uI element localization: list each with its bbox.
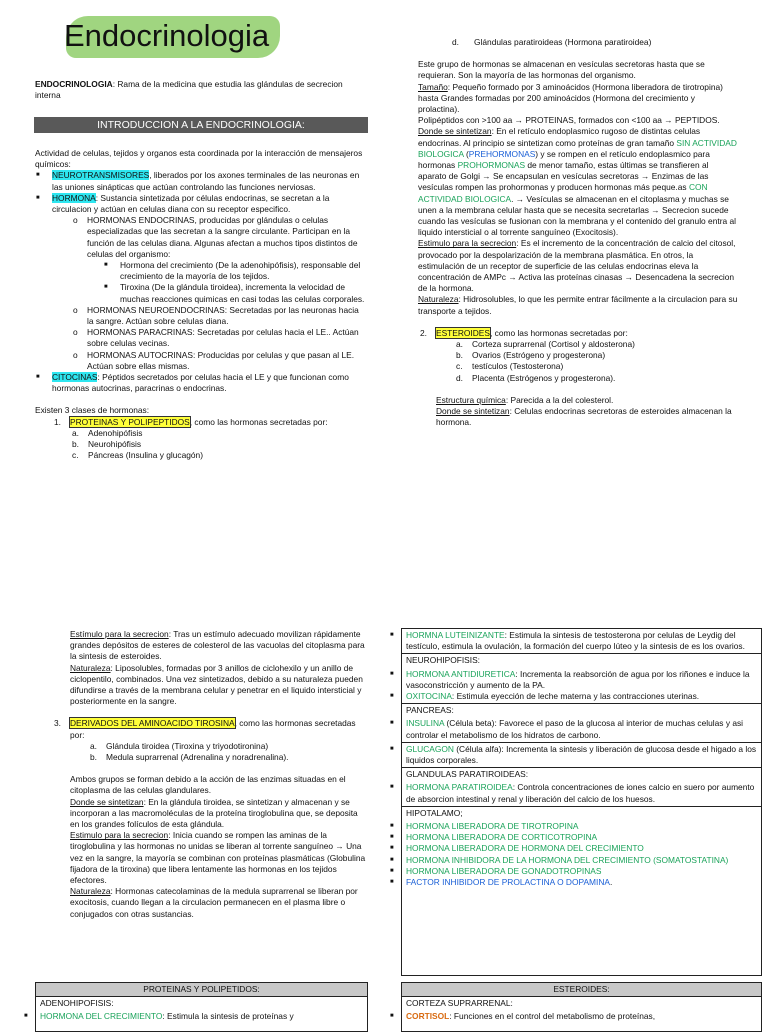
polipeptidos-text: Polipéptidos con >100 aa → PROTEINAS, formados con <100 aa → PEPTIDOS.: [418, 115, 720, 126]
table-row-pancreas: ■ INSULINA (Célula beta): Favorece el paso de la glucosa al interior de muchas celulas y asi controlar el metabolismo de los hidratos de carbono.: [402, 717, 761, 741]
right-top-column: [418, 37, 738, 429]
intro-section: [35, 148, 367, 461]
list-item-tirosina: 3. DERIVADOS DEL AMINOACIDO TIROSINA, como las hormonas secretadas por:: [54, 718, 356, 740]
table-hormonas-continuacion: [401, 628, 762, 976]
esteroides-block: [418, 328, 738, 384]
list-item-esteroides: 2. ESTEROIDES, como las hormonas secretadas por:: [420, 327, 628, 338]
table-row-hipotalamo: [402, 820, 761, 889]
list-item-hormona: ■ HORMONA: Sustancia sintetizada por células endocrinas, se secretan a la circulacion y actúan en celulas diana con su receptor especifico.: [52, 193, 367, 215]
list-item-proteinas: 1. PROTEINAS Y POLIPEPTIDOS, como las hormonas secretadas por:: [54, 416, 328, 427]
bottom-left-column: [54, 629, 367, 920]
table-row-pth: ■ HORMONA PARATIROIDEA: Controla concentraciones de iones calcio en suero por aumento de absorcion intestinal y renal y liberación del calcio de los huesos.: [402, 781, 761, 805]
donde-sintetizan-text: Donde se sintetizan: En el retículo endoplasmico rugoso de distintas celulas endocrinas. Al principio se sintetizan como proteínas de gran tamaño SIN ACTIVIDAD BIOLOGICA (PREHORMONAS) y se rompen en el retículo endoplasmico para hormonas PROHORMONAS de menor tamaño, estas últimas se transfieren al aparato de Golgi → Se encapsulan en vesículas secretoras → Enzimas de las vesículas rompen las prohormonas y producen hormonas más peque.as CON ACTIVIDAD BIOLOGICA. → Vesículas se almacenan en el citoplasma y muchas se unen a la membrana celular hasta que se necesita secretarlas → Secrecion sucede cuando las vesículas se fusionan con la membrana y el contenido del granulo entra al liquido intersticial o al torrente sanguíneo (Exocitosis).: [418, 126, 737, 238]
list-item-autocrinas: o HORMONAS AUTOCRINAS: Producidas por celulas y que pasan al LE. Actúan sobre ellas mismas.: [87, 350, 367, 372]
table-section-neurohipofisis: NEUROHIPOFISIS:: [402, 653, 761, 667]
list-item-neuroendocrinas: o HORMONAS NEUROENDOCRINAS: Secretadas por las neuronas hacia la sangre. Actúan sobre celulas diana.: [87, 305, 367, 327]
table-row-adh: ■ HORMONA ANTIDIURETICA: Incrementa la reabsorción de agua por los riñones e induce la vasoconstricción y aumento de la PA. ■ OXITOCINA: Estimula eyección de leche materna y las contracciones uterinas.: [402, 668, 761, 704]
intro-text: Actividad de celulas, tejidos y organos esta coordinada por la interacción de mensajeros químicos:: [35, 148, 363, 170]
tirosina-sublist: [70, 741, 367, 763]
naturaleza-tirosina-text: Naturaleza: Hormonas catecolaminas de la medula suprarrenal se liberan por exocitosis, cuando llegan a la circulacion permanecen en el plasma libre o conjugados con otras sustancias.: [70, 886, 358, 919]
table-esteroides: [401, 982, 762, 1032]
list-item-citocinas: ■ CITOCINAS: Péptidos secretados por celulas hacia el LE y que funcionan como hormonas autocrinas, paracrinas o endocrinas.: [52, 372, 367, 394]
donde-esteroides-text: Donde se sintetizan: Celulas endocrinas secretoras de esteroides almacenan la hormona.: [436, 406, 732, 428]
table-row-lh: ■ HORMNA LUTEINIZANTE: Estimula la sintesis de testosterona por celulas de Leydig del testículo, estimula la ovulación, la formación del cuerpo lúteo y la sintesis de es los ovarios.: [402, 629, 761, 653]
list-item: c. Páncreas (Insulina y glucagón): [72, 450, 203, 461]
table-section-adenohipofisis: ADENOHIPOFISIS:: [36, 996, 367, 1010]
table-section-hipotalamo: HIPOTALAMO;: [402, 806, 761, 820]
list-item-paracrinas: o HORMONAS PARACRINAS: Secretadas por celulas hacia el LE.. Actúan sobre celulas vecinas.: [87, 327, 367, 349]
table-section-pancreas: PANCREAS:: [402, 703, 761, 717]
clases-text: Existen 3 clases de hormonas:: [35, 405, 150, 416]
page-title: Endocrinologia: [64, 18, 270, 53]
list-item: b. Medula suprarrenal (Adrenalina y noradrenalina).: [90, 752, 289, 763]
list-item-endocrinas: o HORMONAS ENDOCRINAS, producidas por glándulas o celulas especializadas que las secretan a la sangre circulante. Participan en la función de las celulas diana. Algunas afectan a muchos tipos distintos de celulas del organismo:: [87, 215, 367, 260]
list-item-neurotransmisores: ■ NEUROTRANSMISORES, liberados por los axones terminales de las neuronas en las uniones sinápticas que actúan controlando las funciones nerviosas.: [52, 170, 367, 192]
table-header: PROTEINAS Y POLIPETIDOS:: [36, 983, 367, 996]
list-item: ■ HORMONA LIBERADORA DE HORMONA DEL CRECIMIENTO: [406, 843, 757, 854]
estimulo-tirosina-text: Estimulo para la secrecion: Inicia cuando se rompen las aminas de la tiroglobulina y las hormonas no unidas se liberan al torrente sanguíneo → Una vez en la sangre, la mayoría se combinan con proteínas plasmáticas (Globulina fijadora de la tiroxina) que libera lentamente las hormonas en los tejidos efectores.: [70, 830, 366, 886]
table-row: ■ CORTISOL: Funciones en el control del metabolismo de proteínas,: [402, 1010, 761, 1023]
table-row: ■ HORMONA DEL CRECIMIENTO: Estimula la sintesis de proteínas y: [36, 1010, 367, 1023]
table-header: ESTEROIDES:: [402, 983, 761, 996]
list-item: d. Placenta (Estrógenos y progesterona).: [456, 372, 616, 383]
esteroides-sublist: [436, 339, 738, 384]
estructura-text: Estructura química: Parecida a la del colesterol.: [436, 394, 614, 405]
list-item: a. Adenohipófisis: [72, 427, 143, 438]
list-item: ■ FACTOR INHIBIDOR DE PROLACTINA O DOPAMINA.: [406, 877, 757, 888]
estimulo-esteroides-text: Estímulo para la secrecion: Tras un estímulo adecuado movilizan rápidamente grandes depósitos de esteres de colesterol de las vacuolas del citoplasma para la sintesis de esteroides.: [70, 629, 365, 662]
list-item-tiroxina: ■ Tiroxina (De la glándula tiroidea), incrementa la velocidad de muchas reacciones quimicas en casi todas las celulas corporales.: [120, 282, 367, 304]
list-item-paratiroideas: d. Glándulas paratiroideas (Hormona paratiroidea): [452, 37, 652, 47]
list-item: ■ HORMONA INHIBIDORA DE LA HORMONA DEL CRECIMIENTO (SOMATOSTATINA): [406, 855, 757, 866]
almacen-text: Este grupo de hormonas se almacenan en vesículas secretoras hasta que se requieran. Son la mayoría de las hormonas del organismo.: [418, 59, 705, 81]
list-item: ■ HORMONA LIBERADORA DE CORTICOTROPINA: [406, 832, 757, 843]
intro-banner: INTRODUCCION A LA ENDOCRINOLOGIA:: [34, 117, 368, 133]
list-item: b. Ovarios (Estrógeno y progesterona): [456, 350, 606, 361]
list-item: ■ HORMONA LIBERADORA DE GONADOTROPINAS: [406, 866, 757, 877]
ambos-text: Ambos grupos se forman debido a la acción de las enzimas situadas en el citoplasma de las celulas glandulares.: [70, 774, 346, 796]
donde-tirosina-text: Donde se sintetizan: En la glándula tiroidea, se sintetizan y almacenan y se incorporan a las macromoléculas de la proteína tiroglobulina que, se deposita en los grandes folículos de esta glándula.: [70, 796, 358, 830]
definition: ENDOCRINOLOGIA: Rama de la medicina que estudia las glándulas de secrecion interna: [35, 79, 343, 101]
list-item: c. testículos (Testosterona): [456, 361, 564, 372]
list-item: a. Corteza suprarrenal (Cortisol y aldosterona): [456, 339, 635, 350]
title-block: [62, 10, 282, 60]
left-top-column: [35, 79, 367, 101]
naturaleza-text: Naturaleza: Hidrosolubles, lo que les permite entrar fácilmente a la circulacion para su transporte a tejidos.: [418, 294, 738, 316]
esteroides-details: [418, 395, 738, 429]
list-item: ■ HORMONA LIBERADORA DE TIROTROPINA: [406, 821, 757, 832]
table-proteinas: [35, 982, 368, 1032]
estimulo-text: Estimulo para la secrecion: Es el incremento de la concentración de calcio del citosol, provocado por la despolarización de la membrana plasmática. En otros, la estimulación de un receptor de superficie de las celulas endocrinas eleva la concentración de AMPc → Activa las proteínas cinasas → Desencadena la secrecion de la hormona.: [418, 238, 736, 294]
clases-list: [35, 417, 367, 462]
list-item: b. Neurohipófisis: [72, 439, 142, 450]
proteinas-sublist: [70, 428, 367, 462]
table-row-glucagon: ■ GLUCAGON (Célula alfa): Incrementa la sintesis y liberación de glucosa desde el higado a los liquidos corporales.: [402, 742, 761, 767]
tamano-text: Tamaño: Pequeño formado por 3 aminoácidos (Hormona liberadora de tirotropina) hasta Grandes formadas por 200 aminoácidos (Hormona del crecimiento y prolactina).: [418, 81, 723, 115]
table-section-corteza: CORTEZA SUPRARRENAL:: [402, 996, 761, 1010]
list-item: a. Glándula tiroidea (Tiroxina y triyodotironina): [90, 740, 269, 751]
table-section-paratiroideas: GLANDULAS PARATIROIDEAS:: [402, 767, 761, 781]
list-item-crecimiento: ■ Hormona del crecimiento (De la adenohipófisis), responsable del crecimiento de la mayoría de los tejidos.: [120, 260, 367, 282]
naturaleza-esteroides-text: Naturaleza: Liposolubles, formadas por 3 anillos de ciclohexilo y un anillo de ciclopentilo, combinados. Una vez sintetizados, debido a su naturaleza pueden difundirse a través de la membrana celular y penetrar en el liquido intersticial y posteriormente en la sangre.: [70, 662, 363, 707]
